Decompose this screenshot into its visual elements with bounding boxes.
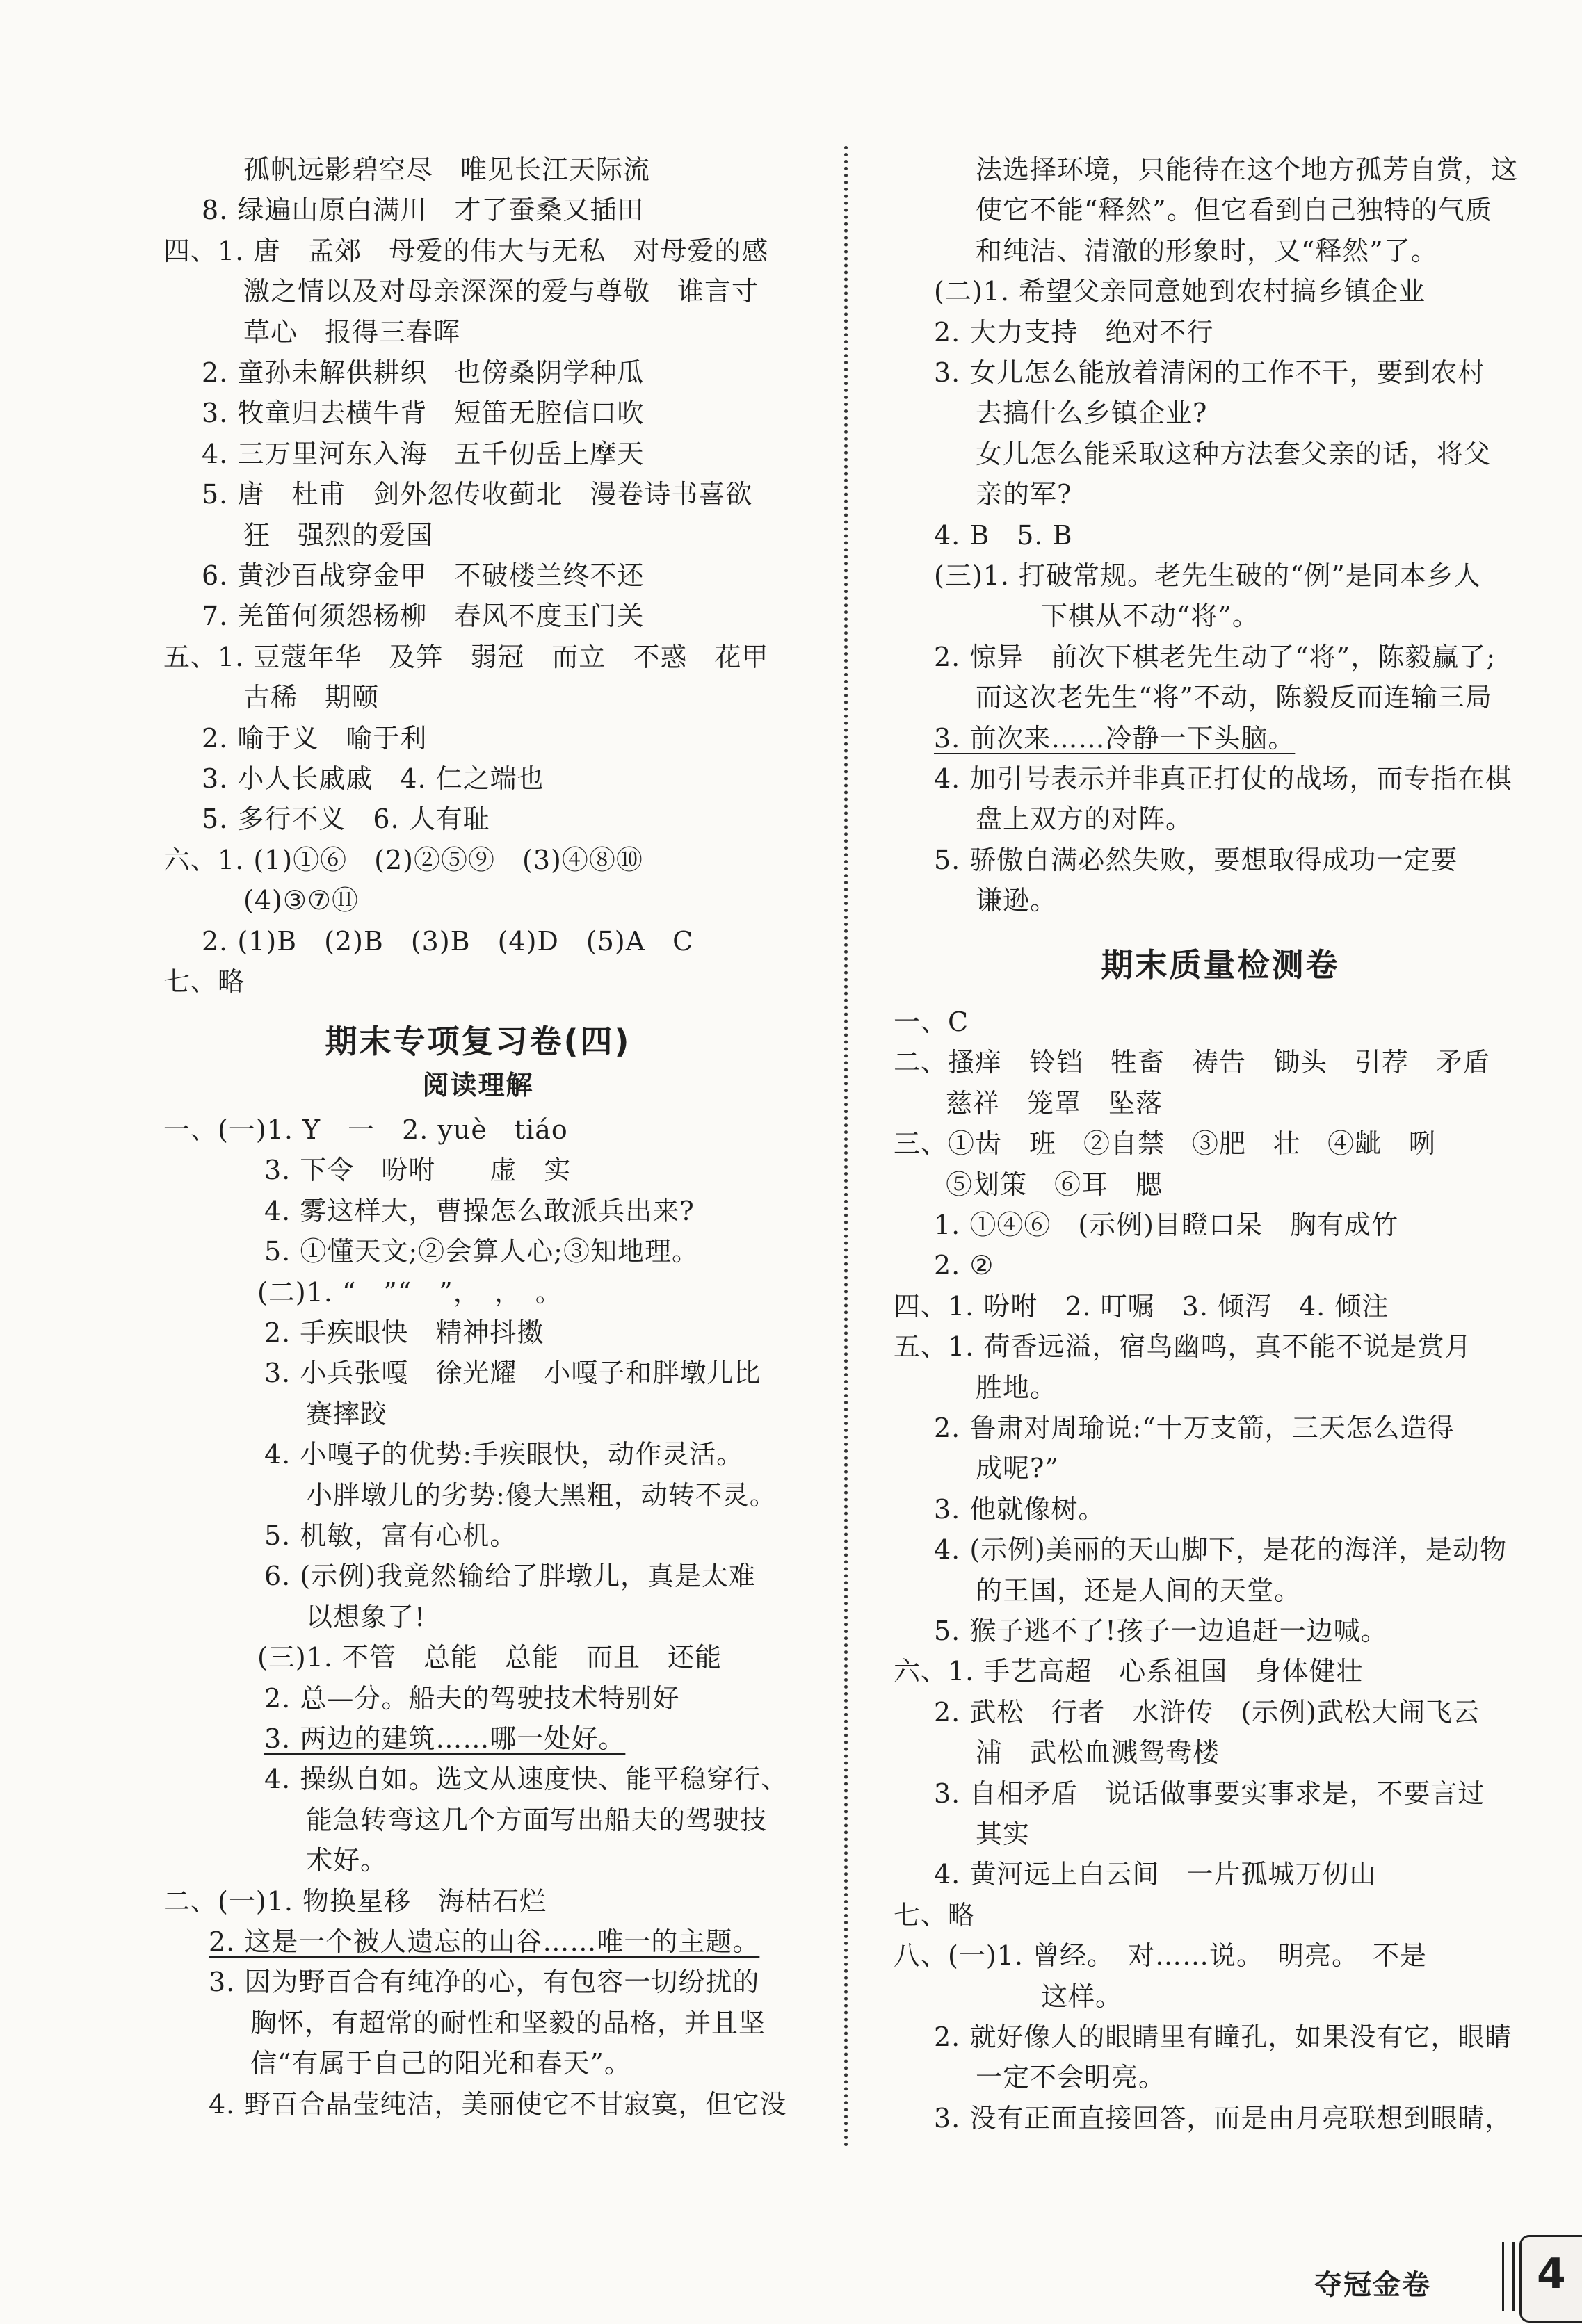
text-line: 3. 自相矛盾 说话做事要实事求是，不要言过 (934, 1778, 1485, 1809)
text-line: 和纯洁、清澈的形象时，又“释然”了。 (976, 236, 1438, 266)
text-line: 6. 黄沙百战穿金甲 不破楼兰终不还 (202, 560, 645, 591)
text-line: 2. (1)B (2)B (3)B (4)D (5)A C (202, 926, 694, 957)
text-line: 2. 童孙未解供耕织 也傍桑阴学种瓜 (202, 357, 645, 388)
text-line: 5. ①懂天文;②会算人心;③知地理。 (264, 1236, 699, 1267)
text-line: 四、1. 吩咐 2. 叮嘱 3. 倾泻 4. 倾注 (894, 1291, 1389, 1322)
text-line: 4. (示例)美丽的天山脚下，是花的海洋，是动物 (934, 1534, 1507, 1565)
underlined-text-line: 2. 这是一个被人遗忘的山谷……唯一的主题。 (209, 1926, 760, 1957)
text-line: 4. B 5. B (934, 520, 1073, 551)
text-line: 孤帆远影碧空尽 唯见长江天际流 (243, 154, 651, 185)
text-line: 3. 因为野百合有纯净的心，有包容一切纷扰的 (209, 1967, 760, 1997)
page-tab (1519, 2235, 1582, 2323)
text-line: 的王国，还是人间的天堂。 (976, 1575, 1302, 1606)
text-line: (三)1. 不管 总能 总能 而且 还能 (257, 1642, 722, 1673)
text-line: 二、搔痒 铃铛 牲畜 祷告 锄头 引荐 矛盾 (894, 1047, 1491, 1078)
text-line: 4. 小嘎子的优势:手疾眼快，动作灵活。 (264, 1439, 744, 1470)
text-line: 7. 羌笛何须怨杨柳 春风不度玉门关 (202, 601, 645, 631)
text-line: 成呢?” (976, 1453, 1059, 1484)
text-line: 5. 机敏，富有心机。 (264, 1520, 517, 1551)
text-line: 七、略 (894, 1900, 976, 1931)
text-line: ⑤划策 ⑥耳 腮 (946, 1169, 1163, 1200)
text-line: 胜地。 (976, 1372, 1058, 1403)
text-line: 3. 小兵张嘎 徐光耀 小嘎子和胖墩儿比 (264, 1358, 761, 1388)
page-number: 4 (1537, 2250, 1566, 2298)
text-line: 5. 骄傲自满必然失败，要想取得成功一定要 (934, 845, 1458, 875)
text-line: 8. 绿遍山原白满川 才了蚕桑又插田 (202, 195, 645, 225)
text-line: 术好。 (306, 1845, 388, 1876)
text-line: 法选择环境，只能待在这个地方孤芳自赏，这 (976, 154, 1519, 185)
text-line: 去搞什么乡镇企业? (976, 398, 1208, 428)
text-line: 一定不会明亮。 (976, 2062, 1166, 2093)
text-line: 2. 武松 行者 水浒传 (示例)武松大闹飞云 (934, 1697, 1480, 1728)
text-line: 使它不能“释然”。但它看到自己独特的气质 (976, 195, 1492, 225)
text-line: 浦 武松血溅鸳鸯楼 (976, 1737, 1220, 1768)
text-line: 2. ② (934, 1250, 994, 1281)
text-line: 小胖墩儿的劣势:傻大黑粗，动转不灵。 (306, 1480, 777, 1511)
text-line: 盘上双方的对阵。 (976, 804, 1193, 834)
text-line: 六、1. 手艺高超 心系祖国 身体健壮 (894, 1656, 1364, 1687)
text-line: 二、(一)1. 物换星移 海枯石烂 (163, 1886, 547, 1917)
text-line: 3. 牧童归去横牛背 短笛无腔信口吹 (202, 398, 645, 428)
text-line: 能急转弯这几个方面写出船夫的驾驶技 (306, 1805, 768, 1835)
text-line: 这样。 (1041, 1981, 1123, 2012)
text-line: 谦逊。 (976, 885, 1058, 916)
text-line: 4. 加引号表示并非真正打仗的战场，而专指在棋 (934, 763, 1512, 794)
text-line: 一、(一)1. Y 一 2. yuè tiáo (163, 1114, 568, 1145)
text-line: 亲的军? (976, 479, 1072, 510)
text-line: 2. 喻于义 喻于利 (202, 723, 428, 754)
text-line: 赛摔跤 (306, 1399, 388, 1429)
column-divider (844, 146, 848, 2148)
text-line: 6. (示例)我竟然输给了胖墩儿，真是太难 (264, 1561, 756, 1591)
text-line: 5. 唐 杜甫 剑外忽传收蓟北 漫卷诗书喜欲 (202, 479, 753, 510)
section-subtitle: 阅读理解 (422, 1070, 534, 1100)
text-line: 2. 大力支持 绝对不行 (934, 317, 1214, 348)
text-line: 1. ①④⑥ (示例)目瞪口呆 胸有成竹 (934, 1210, 1398, 1240)
text-line: 3. 他就像树。 (934, 1494, 1106, 1525)
text-line: 4. 雾这样大，曹操怎么敢派兵出来? (264, 1196, 695, 1226)
text-line: 4. 野百合晶莹纯洁，美丽使它不甘寂寞，但它没 (209, 2089, 787, 2120)
text-line: (二)1. “ ”“ ”， ， 。 (257, 1277, 563, 1308)
text-line: 3. 下令 吩咐 虚 实 (264, 1155, 572, 1185)
text-line: 2. 手疾眼快 精神抖擞 (264, 1317, 544, 1348)
text-line: (4)③⑦⑪ (243, 885, 359, 916)
text-line: 五、1. 荷香远溢，宿鸟幽鸣，真不能不说是赏月 (894, 1331, 1472, 1362)
text-line: 而这次老先生“将”不动，陈毅反而连输三局 (976, 682, 1492, 713)
text-line: 七、略 (163, 966, 245, 997)
text-line: 五、1. 豆蔻年华 及笄 弱冠 而立 不惑 花甲 (163, 642, 769, 672)
text-line: 3. 小人长戚戚 4. 仁之端也 (202, 763, 544, 794)
text-line: 3. 女儿怎么能放着清闲的工作不干，要到农村 (934, 357, 1485, 388)
section-title: 期末质量检测卷 (1101, 946, 1340, 984)
text-line: 下棋从不动“将”。 (1041, 601, 1259, 631)
text-line: 4. 黄河远上白云间 一片孤城万仞山 (934, 1859, 1377, 1890)
text-line: 其实 (976, 1819, 1031, 1849)
text-line: 4. 操纵自如。选文从速度快、能平稳穿行、 (264, 1764, 789, 1794)
text-line: 慈祥 笼罩 坠落 (946, 1088, 1163, 1119)
text-line: 信“有属于自己的阳光和春天”。 (250, 2048, 631, 2079)
section-title: 期末专项复习卷(四) (325, 1023, 631, 1060)
text-line: 2. 惊异 前次下棋老先生动了“将”，陈毅赢了; (934, 642, 1496, 672)
text-line: 古稀 期颐 (243, 682, 380, 713)
text-line: 2. 总—分。船夫的驾驶技术特别好 (264, 1683, 680, 1714)
text-line: (二)1. 希望父亲同意她到农村搞乡镇企业 (934, 276, 1426, 307)
footer-brand-label: 夺冠金卷 (1314, 2269, 1431, 2301)
underlined-text-line: 3. 前次来……冷静一下头脑。 (934, 723, 1296, 754)
text-line: 狂 强烈的爱国 (243, 520, 434, 551)
page-tab-decoration (1502, 2242, 1515, 2311)
text-line: 激之情以及对母亲深深的爱与尊敬 谁言寸 (243, 276, 759, 307)
text-line: 女儿怎么能采取这种方法套父亲的话，将父 (976, 439, 1492, 469)
text-line: 2. 就好像人的眼睛里有瞳孔，如果没有它，眼睛 (934, 2022, 1512, 2052)
text-line: 六、1. (1)①⑥ (2)②⑤⑨ (3)④⑧⑩ (163, 845, 643, 875)
text-line: 5. 多行不义 6. 人有耻 (202, 804, 490, 834)
underlined-text-line: 3. 两边的建筑……哪一处好。 (264, 1723, 626, 1754)
text-line: 八、(一)1. 曾经。 对……说。 明亮。 不是 (894, 1940, 1427, 1971)
text-line: 5. 猴子逃不了!孩子一边追赶一边喊。 (934, 1616, 1388, 1646)
text-line: (三)1. 打破常规。老先生破的“例”是同本乡人 (934, 560, 1481, 591)
text-line: 四、1. 唐 孟郊 母爱的伟大与无私 对母爱的感 (163, 236, 769, 266)
text-line: 三、①齿 班 ②自禁 ③肥 壮 ④龇 咧 (894, 1128, 1437, 1159)
text-line: 胸怀，有超常的耐性和坚毅的品格，并且坚 (250, 2008, 766, 2038)
text-line: 3. 没有正面直接回答，而是由月亮联想到眼睛， (934, 2103, 1512, 2134)
text-line: 4. 三万里河东入海 五千仞岳上摩天 (202, 439, 645, 469)
text-line: 一、C (894, 1007, 969, 1037)
text-line: 2. 鲁肃对周瑜说:“十万支箭，三天怎么造得 (934, 1413, 1455, 1443)
text-line: 草心 报得三春晖 (243, 317, 461, 348)
text-line: 以想象了! (306, 1602, 426, 1632)
